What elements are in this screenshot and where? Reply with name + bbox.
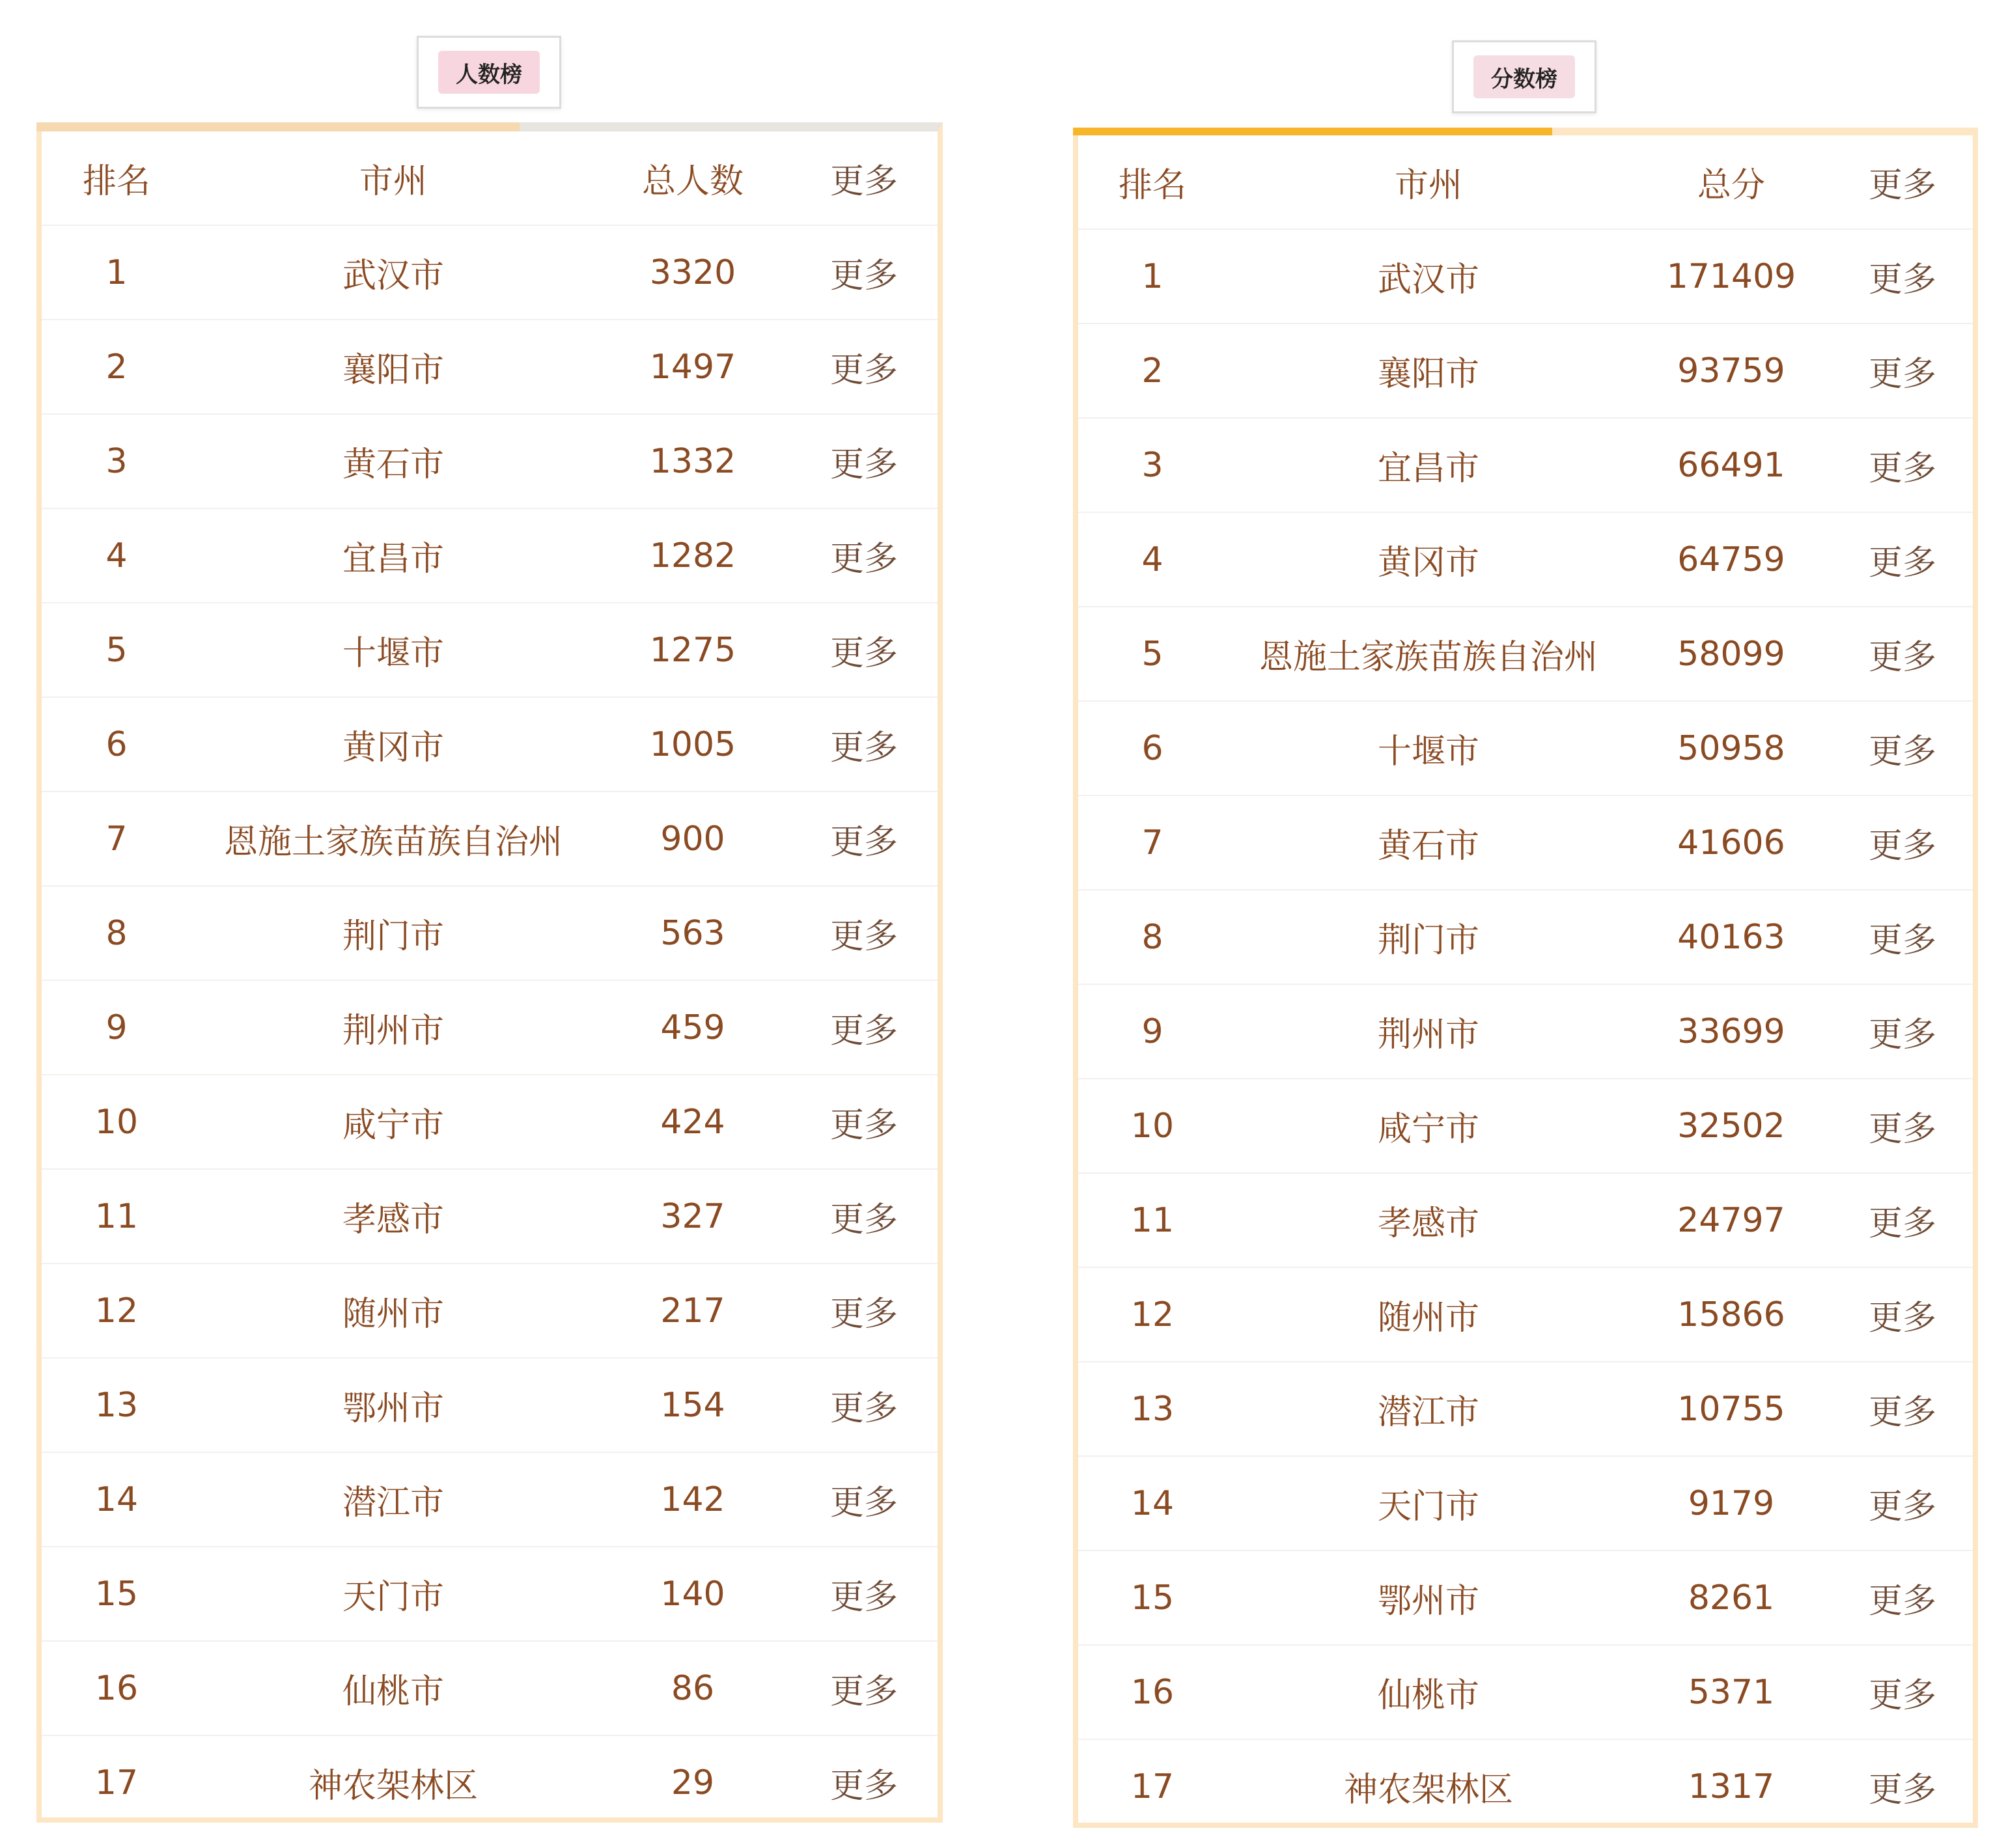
city-cell: 荆州市 xyxy=(1227,984,1630,1079)
score-ranking-panel xyxy=(1073,128,1978,1828)
table-row xyxy=(42,1735,938,1829)
more-link[interactable]: 更多 xyxy=(1832,1173,1973,1267)
more-link[interactable]: 更多 xyxy=(790,603,938,697)
rank-cell: 17 xyxy=(94,1763,139,1802)
city-cell: 黄石市 xyxy=(191,414,595,508)
value-cell: 29 xyxy=(671,1763,715,1802)
city-cell: 随州市 xyxy=(1227,1267,1630,1362)
rank-cell: 7 xyxy=(1078,795,1227,890)
rank-cell: 8 xyxy=(42,886,191,980)
rank-cell: 5 xyxy=(1078,607,1227,701)
value-cell: 15866 xyxy=(1630,1267,1832,1362)
more-link[interactable]: 更多 xyxy=(790,320,938,414)
table-header-row xyxy=(1078,135,1973,229)
city-cell: 咸宁市 xyxy=(191,1075,595,1169)
more-link[interactable]: 更多 xyxy=(1832,1551,1973,1645)
header-more: 更多 xyxy=(1832,135,1973,229)
population-ranking-rows xyxy=(42,225,938,1829)
tab-population-ranking[interactable] xyxy=(417,36,561,109)
table-row xyxy=(42,1547,938,1641)
city-cell: 孝感市 xyxy=(1227,1173,1630,1267)
table-row xyxy=(1078,1079,1973,1173)
table-row xyxy=(1078,890,1973,984)
city-cell: 荆门市 xyxy=(191,886,595,980)
rank-cell: 16 xyxy=(42,1641,191,1735)
panel-top-active-bar xyxy=(1073,128,1552,135)
value-cell: 86 xyxy=(595,1641,790,1735)
city-cell: 黄石市 xyxy=(1227,795,1630,890)
rank-cell: 15 xyxy=(42,1547,191,1641)
value-cell: 32502 xyxy=(1630,1079,1832,1173)
header-city: 市州 xyxy=(191,131,595,225)
more-link[interactable]: 更多 xyxy=(1832,1456,1973,1551)
rank-cell: 1 xyxy=(42,225,191,320)
value-cell: 66491 xyxy=(1630,418,1832,512)
city-cell: 宜昌市 xyxy=(1227,418,1630,512)
tab-score-ranking[interactable] xyxy=(1452,40,1596,113)
value-cell: 10755 xyxy=(1630,1362,1832,1456)
value-cell: 58099 xyxy=(1630,607,1832,701)
city-cell: 潜江市 xyxy=(191,1452,595,1547)
value-cell: 1332 xyxy=(595,414,790,508)
more-link[interactable]: 更多 xyxy=(790,1641,938,1735)
city-cell: 武汉市 xyxy=(191,225,595,320)
rank-cell: 17 xyxy=(1130,1767,1175,1806)
value-cell: 33699 xyxy=(1630,984,1832,1079)
more-link[interactable]: 更多 xyxy=(1832,795,1973,890)
more-link[interactable]: 更多 xyxy=(1832,1645,1973,1739)
table-row xyxy=(42,1169,938,1263)
city-cell: 黄冈市 xyxy=(191,697,595,792)
more-link[interactable]: 更多 xyxy=(790,225,938,320)
value-cell: 171409 xyxy=(1630,229,1832,324)
city-cell: 孝感市 xyxy=(191,1169,595,1263)
more-link[interactable]: 更多 xyxy=(1832,1362,1973,1456)
value-cell: 563 xyxy=(595,886,790,980)
more-link[interactable]: 更多 xyxy=(790,1263,938,1358)
value-cell: 93759 xyxy=(1630,324,1832,418)
city-cell: 十堰市 xyxy=(191,603,595,697)
city-cell: 天门市 xyxy=(1227,1456,1630,1551)
city-cell: 恩施土家族苗族自治州 xyxy=(191,792,595,886)
more-link[interactable]: 更多 xyxy=(1868,1771,1936,1810)
table-row xyxy=(42,792,938,886)
city-cell: 咸宁市 xyxy=(1227,1079,1630,1173)
table-row xyxy=(1078,1456,1973,1551)
rank-cell: 3 xyxy=(1078,418,1227,512)
table-row xyxy=(1078,1645,1973,1739)
more-link[interactable]: 更多 xyxy=(790,1169,938,1263)
table-row xyxy=(42,225,938,320)
value-cell: 40163 xyxy=(1630,890,1832,984)
rank-cell: 15 xyxy=(1078,1551,1227,1645)
city-cell: 鄂州市 xyxy=(1227,1551,1630,1645)
city-cell: 黄冈市 xyxy=(1227,512,1630,607)
header-total-people: 总人数 xyxy=(595,131,790,225)
city-cell: 恩施土家族苗族自治州 xyxy=(1227,607,1630,701)
rank-cell: 3 xyxy=(42,414,191,508)
city-cell: 仙桃市 xyxy=(191,1641,595,1735)
value-cell: 424 xyxy=(595,1075,790,1169)
value-cell: 5371 xyxy=(1630,1645,1832,1739)
rank-cell: 9 xyxy=(1078,984,1227,1079)
table-row xyxy=(1078,512,1973,607)
city-cell: 鄂州市 xyxy=(191,1358,595,1452)
table-row xyxy=(42,697,938,792)
city-cell: 神农架林区 xyxy=(1343,1771,1513,1810)
value-cell: 1275 xyxy=(595,603,790,697)
rank-cell: 2 xyxy=(1078,324,1227,418)
city-cell: 随州市 xyxy=(191,1263,595,1358)
rank-cell: 11 xyxy=(1078,1173,1227,1267)
panel-top-accent-bar xyxy=(36,122,520,131)
value-cell: 9179 xyxy=(1630,1456,1832,1551)
table-row xyxy=(42,1641,938,1735)
header-more: 更多 xyxy=(790,131,938,225)
more-link[interactable]: 更多 xyxy=(1832,418,1973,512)
value-cell: 64759 xyxy=(1630,512,1832,607)
table-row xyxy=(42,508,938,603)
rank-cell: 6 xyxy=(1078,701,1227,795)
more-link[interactable]: 更多 xyxy=(1832,607,1973,701)
value-cell: 217 xyxy=(595,1263,790,1358)
value-cell: 50958 xyxy=(1630,701,1832,795)
more-link[interactable]: 更多 xyxy=(790,697,938,792)
city-cell: 十堰市 xyxy=(1227,701,1630,795)
rank-cell: 12 xyxy=(1078,1267,1227,1362)
rank-cell: 8 xyxy=(1078,890,1227,984)
more-link[interactable]: 更多 xyxy=(829,1767,898,1806)
table-row xyxy=(42,603,938,697)
rank-cell: 14 xyxy=(1078,1456,1227,1551)
city-cell: 襄阳市 xyxy=(191,320,595,414)
more-link[interactable]: 更多 xyxy=(1832,1267,1973,1362)
rank-cell: 11 xyxy=(42,1169,191,1263)
more-link[interactable]: 更多 xyxy=(1832,701,1973,795)
city-cell: 襄阳市 xyxy=(1227,324,1630,418)
table-row xyxy=(42,1075,938,1169)
table-row xyxy=(1078,418,1973,512)
more-link[interactable]: 更多 xyxy=(790,886,938,980)
rank-cell: 7 xyxy=(42,792,191,886)
more-link[interactable]: 更多 xyxy=(790,414,938,508)
more-link[interactable]: 更多 xyxy=(1832,890,1973,984)
more-link[interactable]: 更多 xyxy=(1832,1079,1973,1173)
rank-cell: 10 xyxy=(1078,1079,1227,1173)
value-cell: 3320 xyxy=(595,225,790,320)
table-row xyxy=(42,320,938,414)
table-header-row xyxy=(42,131,938,225)
city-cell: 潜江市 xyxy=(1227,1362,1630,1456)
more-link[interactable]: 更多 xyxy=(790,508,938,603)
table-row xyxy=(1078,1362,1973,1456)
city-cell: 荆州市 xyxy=(191,980,595,1075)
value-cell: 142 xyxy=(595,1452,790,1547)
value-cell: 1282 xyxy=(595,508,790,603)
more-link[interactable]: 更多 xyxy=(790,792,938,886)
value-cell: 8261 xyxy=(1630,1551,1832,1645)
city-cell: 武汉市 xyxy=(1227,229,1630,324)
table-row xyxy=(1078,324,1973,418)
city-cell: 荆门市 xyxy=(1227,890,1630,984)
rank-cell: 13 xyxy=(1078,1362,1227,1456)
header-total-score: 总分 xyxy=(1630,135,1832,229)
rank-cell: 2 xyxy=(42,320,191,414)
more-link[interactable]: 更多 xyxy=(790,980,938,1075)
value-cell: 154 xyxy=(595,1358,790,1452)
score-ranking-table xyxy=(1078,135,1973,1833)
rank-cell: 14 xyxy=(42,1452,191,1547)
value-cell: 24797 xyxy=(1630,1173,1832,1267)
header-rank: 排名 xyxy=(42,131,191,225)
table-row xyxy=(42,1263,938,1358)
table-row xyxy=(1078,795,1973,890)
rank-cell: 13 xyxy=(42,1358,191,1452)
rank-cell: 4 xyxy=(42,508,191,603)
table-row xyxy=(1078,607,1973,701)
table-row xyxy=(42,414,938,508)
value-cell: 900 xyxy=(595,792,790,886)
table-row xyxy=(1078,1267,1973,1362)
population-ranking-panel xyxy=(36,122,943,1823)
value-cell: 1005 xyxy=(595,697,790,792)
header-city: 市州 xyxy=(1227,135,1630,229)
rank-cell: 6 xyxy=(42,697,191,792)
value-cell: 459 xyxy=(595,980,790,1075)
rank-cell: 16 xyxy=(1078,1645,1227,1739)
more-link[interactable]: 更多 xyxy=(790,1452,938,1547)
rank-cell: 9 xyxy=(42,980,191,1075)
table-row xyxy=(42,980,938,1075)
city-cell: 仙桃市 xyxy=(1227,1645,1630,1739)
rank-cell: 1 xyxy=(1078,229,1227,324)
city-cell: 天门市 xyxy=(191,1547,595,1641)
more-link[interactable]: 更多 xyxy=(1832,229,1973,324)
table-row xyxy=(1078,701,1973,795)
table-row xyxy=(42,1358,938,1452)
more-link[interactable]: 更多 xyxy=(1832,512,1973,607)
value-cell: 1497 xyxy=(595,320,790,414)
value-cell: 327 xyxy=(595,1169,790,1263)
tab-score-ranking-label: 分数榜 xyxy=(1473,55,1575,98)
value-cell: 41606 xyxy=(1630,795,1832,890)
table-row xyxy=(1078,984,1973,1079)
rank-cell: 5 xyxy=(42,603,191,697)
table-row xyxy=(1078,1739,1973,1833)
population-ranking-table xyxy=(42,131,938,1829)
table-row xyxy=(1078,1551,1973,1645)
table-row xyxy=(42,1452,938,1547)
more-link[interactable]: 更多 xyxy=(1832,324,1973,418)
rank-cell: 10 xyxy=(42,1075,191,1169)
tab-population-ranking-label: 人数榜 xyxy=(438,51,540,94)
value-cell: 1317 xyxy=(1688,1767,1775,1806)
value-cell: 140 xyxy=(595,1547,790,1641)
more-link[interactable]: 更多 xyxy=(790,1075,938,1169)
score-ranking-rows xyxy=(1078,229,1973,1833)
table-row xyxy=(1078,229,1973,324)
rank-cell: 4 xyxy=(1078,512,1227,607)
table-row xyxy=(1078,1173,1973,1267)
header-rank: 排名 xyxy=(1078,135,1227,229)
city-cell: 宜昌市 xyxy=(191,508,595,603)
more-link[interactable]: 更多 xyxy=(1832,984,1973,1079)
more-link[interactable]: 更多 xyxy=(790,1358,938,1452)
city-cell: 神农架林区 xyxy=(308,1767,478,1806)
rank-cell: 12 xyxy=(42,1263,191,1358)
table-row xyxy=(42,886,938,980)
more-link[interactable]: 更多 xyxy=(790,1547,938,1641)
